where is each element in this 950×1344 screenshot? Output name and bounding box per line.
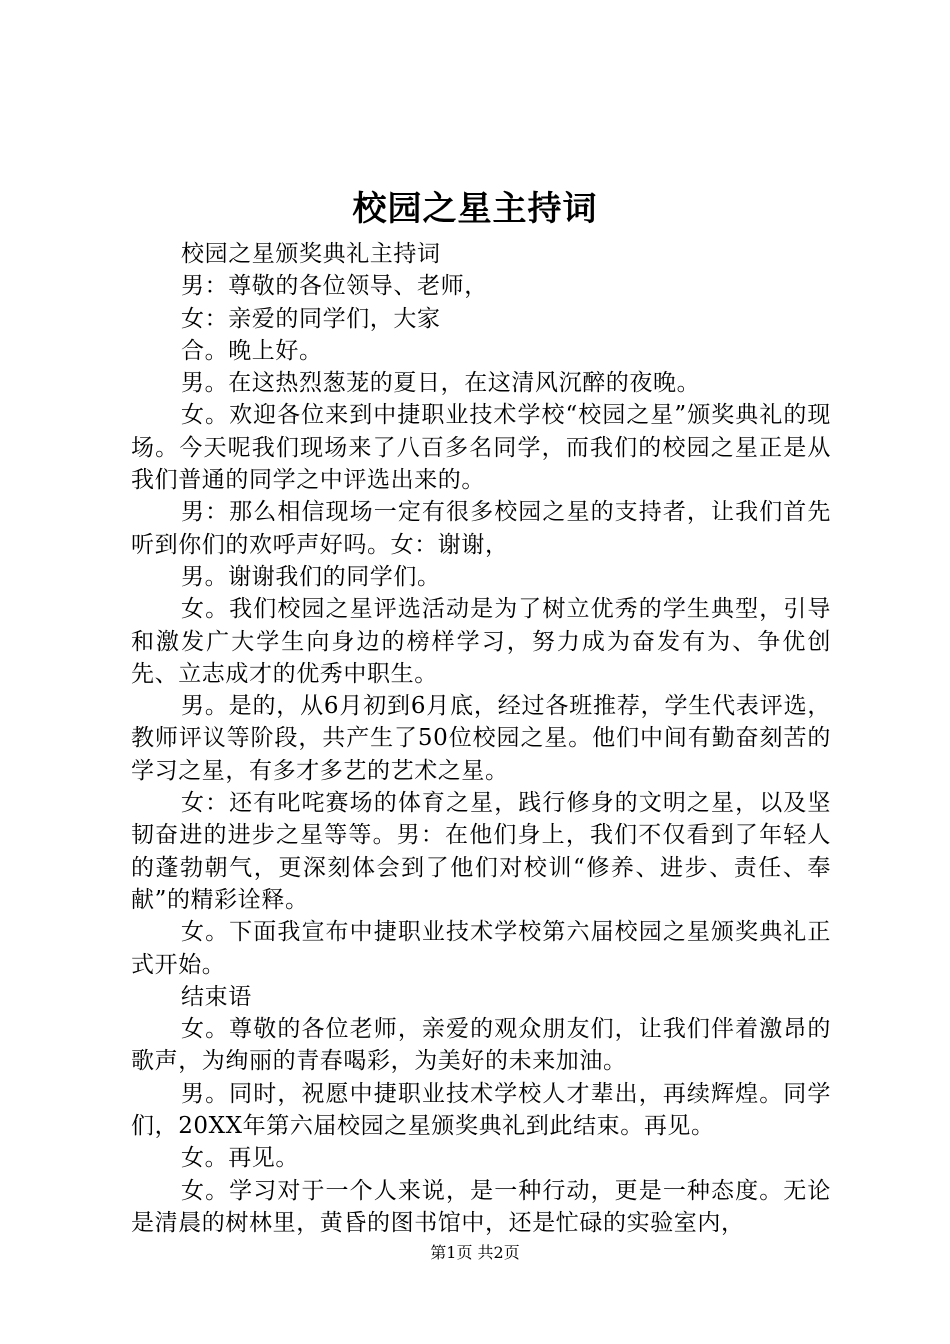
paragraph: 女：亲爱的同学们，大家 [181,305,441,332]
paragraph: 女：还有叱咤赛场的体育之星，践行修身的文明之星，以及坚韧奋进的进步之星等等。男：在他们身上，我们不仅看到了年轻人的蓬勃朝气，更深刻体会到了他们对校训“修养、进步、责任、奉献”的精彩诠释。 [131,790,831,913]
paragraph: 女。欢迎各位来到中捷职业技术学校“校园之星”颁奖典礼的现场。今天呢我们现场来了八百多名同学，而我们的校园之星正是从我们普通的同学之中评选出来的。 [131,402,831,494]
page-footer: 第1页 共2页 [430,1243,520,1262]
document-body [131,238,831,1239]
paragraph: 女。下面我宣布中捷职业技术学校第六届校园之星颁奖典礼正式开始。 [131,919,831,978]
section-heading: 结束语 [181,983,252,1010]
paragraph: 女。再见。 [181,1145,299,1172]
document-title: 校园之星主持词 [352,189,598,229]
paragraph: 女。学习对于一个人来说，是一种行动，更是一种态度。无论是清晨的树林里，黄昏的图书馆中，还是忙碌的实验室内， [131,1177,831,1236]
paragraph: 女。尊敬的各位老师，亲爱的观众朋友们，让我们伴着激昂的歌声，为绚丽的青春喝彩，为美好的未来加油。 [131,1016,831,1075]
paragraph: 男。同时，祝愿中捷职业技术学校人才辈出，再续辉煌。同学们，20XX年第六届校园之星颁奖典礼到此结束。再见。 [131,1080,831,1140]
paragraph: 男。谢谢我们的同学们。 [181,563,441,590]
paragraph: 女。我们校园之星评选活动是为了树立优秀的学生典型，引导和激发广大学生向身边的榜样学习，努力成为奋发有为、争优创先、立志成才的优秀中职生。 [131,596,831,687]
paragraph: 男。是的，从6月初到6月底，经过各班推荐，学生代表评选，教师评议等阶段，共产生了50位校园之星。他们中间有勤奋刻苦的学习之星，有多才多艺的艺术之星。 [131,693,831,784]
paragraph: 合。晚上好。 [181,337,323,364]
paragraph: 校园之星颁奖典礼主持词 [181,241,441,267]
paragraph: 男：尊敬的各位领导、老师， [181,273,488,300]
paragraph: 男：那么相信现场一定有很多校园之星的支持者，让我们首先听到你们的欢呼声好吗。女：谢谢， [131,499,831,558]
paragraph: 男。在这热烈葱茏的夏日，在这清风沉醉的夜晚。 [181,370,701,397]
